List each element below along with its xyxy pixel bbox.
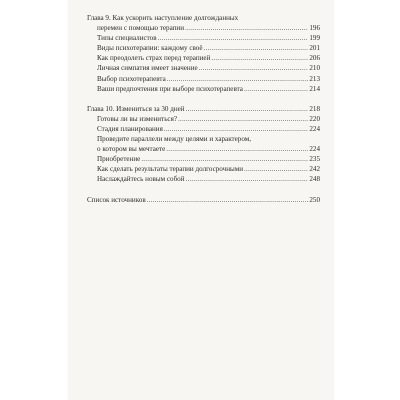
toc-item-page: 213	[309, 74, 320, 83]
toc-item-label: Выбор психотерапевта	[97, 74, 166, 83]
toc-item-page: 206	[309, 54, 320, 63]
leader-dots	[211, 53, 308, 63]
leader-dots	[244, 164, 308, 174]
sources-entry	[87, 195, 320, 205]
toc-item-page: 220	[309, 114, 320, 123]
toc-item	[87, 124, 320, 134]
leader-dots	[166, 144, 308, 154]
toc-item	[87, 164, 320, 174]
toc-item-label: Как сделать результаты терапии долгосрочными	[97, 165, 244, 174]
toc-item-label: Ваши предпочтения при выборе психотерапевта	[97, 84, 243, 93]
toc-item-label: Личная симпатия имеет значение	[97, 64, 198, 73]
leader-dots	[244, 84, 308, 94]
leader-dots	[147, 195, 309, 205]
leader-dots	[158, 33, 309, 43]
toc-item-page: 224	[309, 124, 320, 133]
leader-dots	[186, 104, 309, 114]
toc-item	[87, 53, 320, 63]
toc-item	[87, 154, 320, 164]
toc-item-label: Приобретение	[97, 155, 141, 164]
chapter-9-page: 196	[309, 24, 320, 33]
toc-item-multiline-line-1: Проведите параллели между целями и характером,	[97, 135, 252, 144]
table-of-contents	[87, 13, 320, 205]
chapter-10-title: Глава 10. Измениться за 30 дней	[87, 104, 185, 113]
toc-item	[87, 144, 320, 154]
toc-item-multiline-line-2: о котором вы мечтаете	[97, 145, 166, 154]
toc-item-label: Стадия планирования	[97, 124, 163, 133]
toc-item-label: Типы специалистов	[97, 34, 157, 43]
sources-label: Список источников	[87, 195, 146, 204]
toc-item-page: 201	[309, 44, 320, 53]
leader-dots	[178, 114, 308, 124]
leader-dots	[204, 43, 309, 53]
toc-item-label: Наслаждайтесь новым собой	[97, 175, 185, 184]
toc-item-page: 214	[309, 84, 320, 93]
chapter-10-page: 218	[309, 104, 320, 113]
chapter-9-title-line-2: перемен с помощью терапии	[97, 24, 185, 33]
book-page	[68, 0, 334, 400]
leader-dots	[167, 74, 309, 84]
chapter-9-title-line-1: Глава 9. Как ускорить наступление долгожданных	[87, 14, 239, 22]
section-spacer	[87, 94, 320, 104]
toc-item-page: 210	[309, 64, 320, 73]
toc-item	[87, 63, 320, 73]
toc-item-page: 242	[309, 165, 320, 174]
chapter-10-entry	[87, 104, 320, 114]
chapter-9-entry	[87, 23, 320, 33]
leader-dots	[141, 154, 308, 164]
toc-item-label: Как преодолеть страх перед терапией	[97, 54, 211, 63]
section-spacer	[87, 185, 320, 195]
toc-item-page: 224	[309, 145, 320, 154]
toc-item	[87, 33, 320, 43]
toc-item-page: 248	[309, 175, 320, 184]
toc-item	[87, 174, 320, 184]
toc-item-label: Готовы ли вы измениться?	[97, 114, 177, 123]
leader-dots	[185, 23, 308, 33]
toc-item	[87, 84, 320, 94]
toc-item-page: 235	[309, 155, 320, 164]
leader-dots	[186, 174, 309, 184]
leader-dots	[199, 63, 309, 73]
toc-item-page: 199	[309, 34, 320, 43]
toc-item-label: Виды психотерапии: каждому своё	[97, 44, 203, 53]
toc-item	[87, 74, 320, 84]
sources-page: 250	[309, 195, 320, 204]
toc-item	[87, 43, 320, 53]
leader-dots	[164, 124, 309, 134]
toc-item	[87, 114, 320, 124]
